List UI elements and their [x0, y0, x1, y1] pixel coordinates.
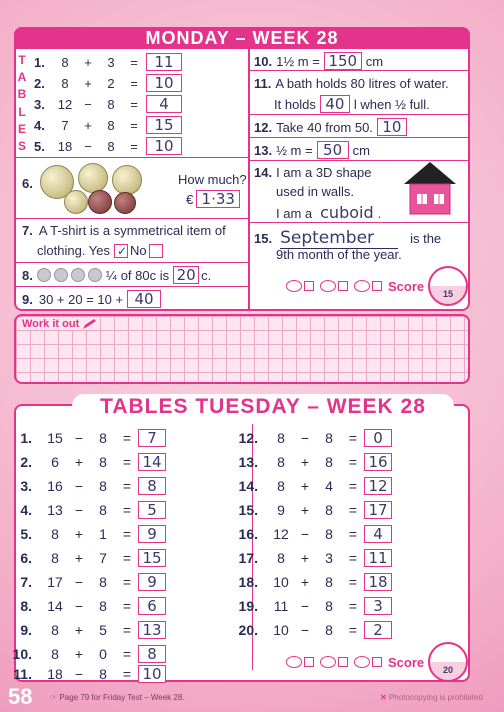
q7-line1: 7. A T-shirt is a symmetrical item of	[22, 223, 226, 238]
tuesday-title: TABLES TUESDAY – WEEK 28	[72, 394, 454, 420]
tuesday-row: 2. 6 + 8 = 14	[4, 452, 166, 472]
answer-box[interactable]: 6	[138, 597, 166, 615]
footer-reference: ☞ Page 79 for Friday Test – Week 28.	[50, 693, 185, 702]
q14-line1: 14. I am a 3D shape	[254, 165, 372, 180]
answer-box[interactable]: 1·33	[196, 190, 240, 208]
handwritten-answer[interactable]: September	[280, 228, 398, 249]
coin-icon	[88, 190, 112, 214]
separator	[14, 157, 248, 158]
tuesday-row: 13. 8 + 8 = 16	[230, 452, 392, 472]
cookie-icon	[37, 268, 51, 282]
answer-box[interactable]: 10	[146, 74, 182, 92]
coin-icon	[112, 165, 142, 195]
sad-face-icon	[286, 656, 302, 668]
tables-letter: E	[17, 121, 26, 136]
coin-icon	[114, 192, 136, 214]
cookie-icon	[88, 268, 102, 282]
answer-box[interactable]: 15	[146, 116, 182, 134]
q11-line2: It holds 40 l when ½ full.	[274, 95, 430, 113]
neutral-face-icon	[320, 280, 336, 292]
separator	[250, 114, 470, 115]
q6-number: 6.	[22, 176, 33, 191]
tuesday-row: 5. 8 + 1 = 9	[4, 524, 166, 544]
answer-box[interactable]: 2	[364, 621, 392, 639]
monday-table-row: 1. 8 + 3 = 11	[34, 53, 182, 71]
footer-copyright: ✕ Photocopying is prohibited	[380, 693, 483, 702]
coin-icon	[64, 190, 88, 214]
tables-letter: T	[18, 52, 26, 67]
q6-answer-line: € 1·33	[186, 190, 240, 208]
tuesday-row: 11. 18 − 8 = 10	[4, 664, 166, 684]
tuesday-row: 7. 17 − 8 = 9	[4, 572, 166, 592]
tuesday-row: 16. 12 − 8 = 4	[230, 524, 392, 544]
cookie-icon	[54, 268, 68, 282]
answer-box[interactable]: 3	[364, 597, 392, 615]
q14-line3: I am a cuboid .	[276, 203, 382, 222]
q15-line1: 15. September is the	[254, 228, 442, 248]
work-it-out-label: Work it out	[20, 318, 100, 330]
q10-line: 10. 1½ m = 150 cm	[254, 52, 384, 70]
answer-box[interactable]: 17	[364, 501, 392, 519]
q9-line: 9. 30 + 20 = 10 + 40	[22, 290, 161, 308]
q6-question: How much?	[178, 172, 247, 187]
q12-line: 12. Take 40 from 50. 10	[254, 118, 407, 136]
happy-face-icon	[354, 656, 370, 668]
sad-checkbox[interactable]	[304, 281, 314, 291]
answer-box[interactable]: 4	[146, 95, 182, 113]
tuesday-row: 1. 15 − 8 = 7	[4, 428, 166, 448]
answer-box[interactable]: 10	[146, 137, 182, 155]
no-copy-icon: ✕	[380, 693, 389, 702]
sad-checkbox[interactable]	[304, 657, 314, 667]
no-checkbox[interactable]	[149, 244, 163, 258]
monday-table-row: 5. 18 − 8 = 10	[34, 137, 182, 155]
answer-box[interactable]: 0	[364, 429, 392, 447]
q8-line: 8. ¼ of 80c is 20 c.	[22, 266, 212, 284]
neutral-checkbox[interactable]	[338, 281, 348, 291]
neutral-face-icon	[320, 656, 336, 668]
tuesday-row: 3. 16 − 8 = 8	[4, 476, 166, 496]
tuesday-row: 19. 11 − 8 = 3	[230, 596, 392, 616]
q15-line2: 9th month of the year.	[276, 247, 402, 262]
coin-icon	[78, 163, 108, 193]
neutral-checkbox[interactable]	[338, 657, 348, 667]
tables-letter: A	[17, 69, 27, 84]
happy-checkbox[interactable]	[372, 281, 382, 291]
cookie-icon	[71, 268, 85, 282]
page-number: 58	[8, 684, 33, 709]
answer-box[interactable]: 11	[146, 53, 182, 71]
q11-line1: 11. A bath holds 80 litres of water.	[254, 76, 449, 91]
separator	[250, 222, 470, 223]
self-assessment	[284, 280, 386, 292]
tuesday-row: 20. 10 − 8 = 2	[230, 620, 392, 640]
answer-box[interactable]: 18	[364, 573, 392, 591]
tuesday-row: 10. 8 + 0 = 8	[4, 644, 166, 664]
score-circle[interactable]: 15	[428, 266, 468, 306]
self-assessment	[284, 656, 386, 668]
tables-letter: B	[17, 87, 27, 102]
answer-box[interactable]: 10	[377, 118, 407, 136]
tables-letter: S	[17, 139, 26, 154]
score-circle[interactable]: 20	[428, 642, 468, 682]
answer-box[interactable]: 14	[138, 453, 166, 471]
answer-box[interactable]: 8	[138, 645, 166, 663]
answer-box[interactable]: 16	[364, 453, 392, 471]
q14-line2: used in walls.	[276, 184, 355, 199]
tuesday-row: 15. 9 + 8 = 17	[230, 500, 392, 520]
tuesday-row: 8. 14 − 8 = 6	[4, 596, 166, 616]
tables-letter: L	[18, 104, 26, 119]
score-label: Score	[388, 279, 425, 294]
answer-box[interactable]: 9	[138, 525, 166, 543]
tables-vertical-label	[16, 51, 28, 155]
arrow-icon: ☞	[50, 693, 60, 702]
tuesday-row: 6. 8 + 7 = 15	[4, 548, 166, 568]
happy-face-icon	[354, 280, 370, 292]
q7-line2: clothing. Yes ✓ No	[37, 243, 163, 258]
answer-box[interactable]: 9	[138, 573, 166, 591]
answer-box[interactable]: 150	[324, 52, 362, 70]
answer-box[interactable]: 5	[138, 501, 166, 519]
separator	[250, 137, 470, 138]
answer-box[interactable]: 10	[138, 665, 166, 683]
sad-face-icon	[286, 280, 302, 292]
separator	[14, 218, 248, 219]
separator	[14, 286, 248, 287]
house-icon	[400, 160, 460, 216]
monday-table-row: 4. 7 + 8 = 15	[34, 116, 182, 134]
answer-box[interactable]: 13	[138, 621, 166, 639]
tuesday-row: 12. 8 − 8 = 0	[230, 428, 392, 448]
tuesday-row: 17. 8 + 3 = 11	[230, 548, 392, 568]
answer-box[interactable]: 40	[127, 290, 161, 308]
separator	[14, 262, 248, 263]
pencil-icon	[82, 318, 98, 330]
monday-title: MONDAY – WEEK 28	[14, 27, 470, 49]
monday-divider	[248, 49, 250, 311]
tuesday-row: 4. 13 − 8 = 5	[4, 500, 166, 520]
answer-box[interactable]: 11	[364, 549, 392, 567]
q13-line: 13. ½ m = 50 cm	[254, 141, 370, 159]
score-label: Score	[388, 655, 425, 670]
cookie-icons	[37, 268, 102, 282]
answer-box[interactable]: 50	[317, 141, 349, 159]
tuesday-row: 9. 8 + 5 = 13	[4, 620, 166, 640]
answer-box[interactable]: 8	[138, 477, 166, 495]
answer-box[interactable]: 4	[364, 525, 392, 543]
answer-box[interactable]: 15	[138, 549, 166, 567]
separator	[250, 70, 470, 71]
handwritten-answer[interactable]: cuboid	[316, 203, 377, 223]
yes-checkbox[interactable]: ✓	[114, 244, 128, 258]
tuesday-row: 18. 10 + 8 = 18	[230, 572, 392, 592]
monday-table-row: 2. 8 + 2 = 10	[34, 74, 182, 92]
answer-box[interactable]: 7	[138, 429, 166, 447]
monday-table-row: 3. 12 − 8 = 4	[34, 95, 182, 113]
happy-checkbox[interactable]	[372, 657, 382, 667]
answer-box[interactable]: 40	[320, 95, 350, 113]
answer-box[interactable]: 20	[173, 266, 199, 284]
tuesday-row: 14. 8 + 4 = 12	[230, 476, 392, 496]
answer-box[interactable]: 12	[364, 477, 392, 495]
